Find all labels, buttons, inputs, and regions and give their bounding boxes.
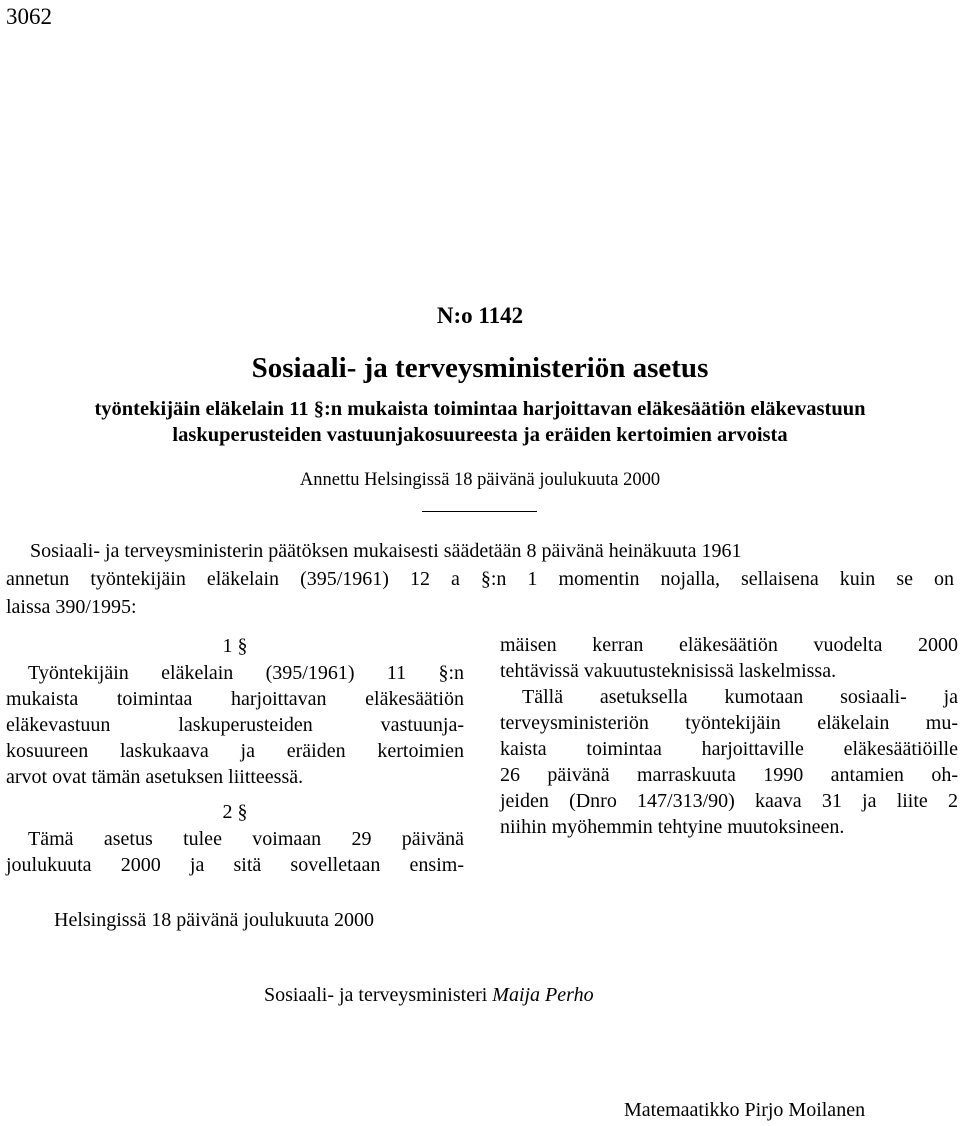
section-2-line: tehtävissä vakuutusteknisissä laskelmissa. (500, 660, 837, 682)
preamble-line: annetun työntekijäin eläkelain (395/1961) 12 a §:n 1 momentin nojalla, sellaisena kuin se on (6, 568, 954, 590)
official-signature: Matemaatikko Pirjo Moilanen (624, 1099, 866, 1121)
document-title: Sosiaali- ja terveysministeriön asetus (251, 352, 709, 384)
right-column (500, 632, 958, 840)
minister-signature (264, 981, 594, 1009)
title-divider (422, 511, 537, 512)
minister-name: Maija Perho (492, 984, 594, 1006)
preamble-line: laissa 390/1995: (6, 596, 137, 618)
section-2-line: Tällä asetuksella kumotaan sosiaali- ja (522, 686, 958, 708)
section-2-line: Tämä asetus tulee voimaan 29 päivänä (28, 828, 464, 850)
given-date: Annettu Helsingissä 18 päivänä joulukuuta 2000 (299, 470, 661, 490)
signing-place-date: Helsingissä 18 päivänä joulukuuta 2000 (54, 909, 374, 931)
minister-title: Sosiaali- ja terveysministeri (264, 984, 488, 1006)
section-1-line: mukaista toimintaa harjoittavan eläkesäätiön (6, 688, 464, 710)
section-1-line: eläkevastuun laskuperusteiden vastuunja- (6, 714, 464, 736)
left-column (6, 632, 464, 878)
section-2-line: jeiden (Dnro 147/313/90) kaava 31 ja liite 2 (500, 790, 958, 812)
section-2-line: niihin myöhemmin tehtyine muutoksineen. (500, 816, 845, 838)
section-2-line: 26 päivänä marraskuuta 1990 antamien oh- (500, 764, 958, 786)
subtitle-line: työntekijäin eläkelain 11 §:n mukaista toimintaa harjoittavan eläkesäätiön eläkevastuun (94, 398, 866, 420)
document-number: N:o 1142 (436, 303, 524, 328)
section-1-line: arvot ovat tämän asetuksen liitteessä. (6, 766, 304, 788)
document-subtitle (0, 396, 960, 448)
section-1-heading: 1 § (222, 635, 248, 657)
subtitle-line: laskuperusteiden vastuunjakosuureesta ja eräiden kertoimien arvoista (172, 424, 788, 446)
section-2-line: mäisen kerran eläkesäätiön vuodelta 2000 (500, 634, 958, 656)
section-1-line: Työntekijäin eläkelain (395/1961) 11 §:n (28, 662, 464, 684)
preamble-line: Sosiaali- ja terveysministerin päätöksen mukaisesti säädetään 8 päivänä heinäkuuta 1961 (30, 540, 742, 562)
section-2-line: terveysministeriön työntekijäin eläkelain mu- (500, 712, 958, 734)
section-2-line: joulukuuta 2000 ja sitä sovelletaan ensim- (6, 854, 464, 876)
section-2-line: kaista toimintaa harjoittaville eläkesäätiöille (500, 738, 958, 760)
section-1-line: kosuureen laskukaava ja eräiden kertoimien (6, 740, 464, 762)
page-number: 3062 (6, 4, 52, 29)
section-2-heading: 2 § (222, 801, 248, 823)
